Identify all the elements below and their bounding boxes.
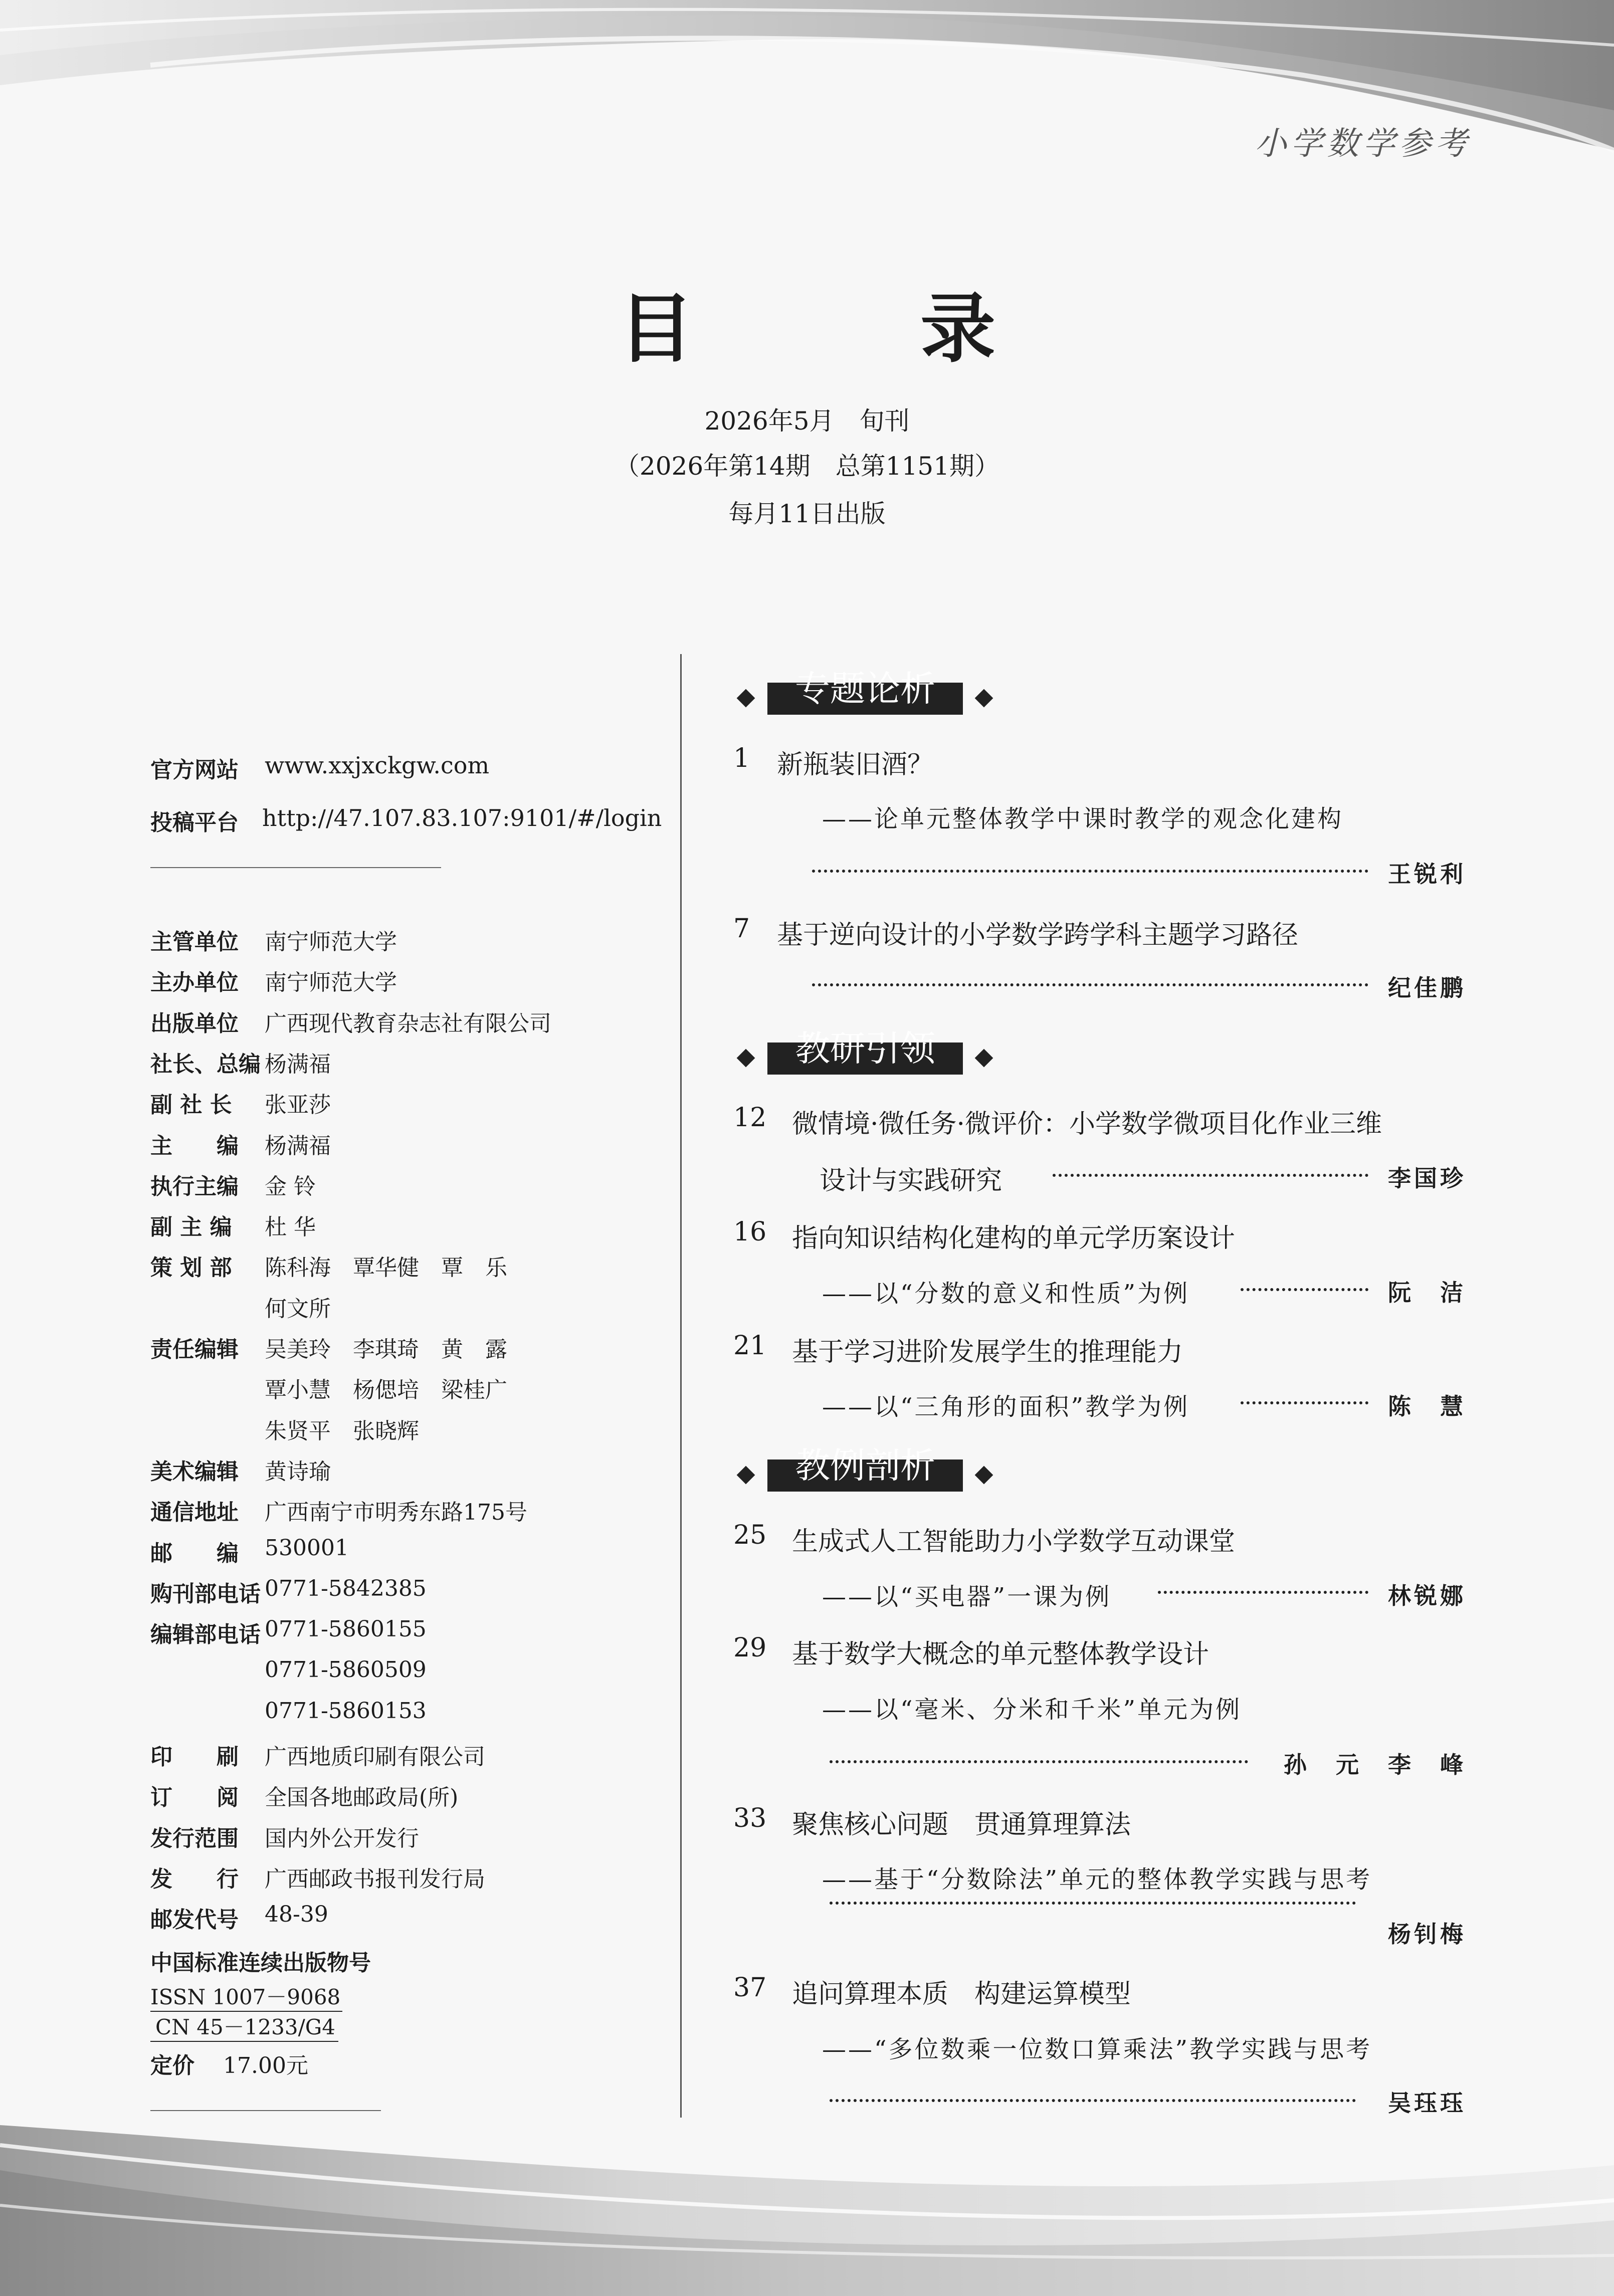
article-author: 阮 洁 xyxy=(1388,1279,1466,1306)
diamond-icon xyxy=(975,1049,993,1068)
article-page: 7 xyxy=(733,914,750,944)
info-label: 发 行 xyxy=(150,1866,239,1892)
article-author: 陈 慧 xyxy=(1388,1393,1466,1420)
info-value: 杨满福 xyxy=(265,1052,331,1077)
diamond-icon xyxy=(975,1466,993,1485)
article-page: 1 xyxy=(733,743,750,773)
info-value: 杨满福 xyxy=(265,1133,331,1159)
info-label: 副 社 长 xyxy=(150,1092,232,1118)
info-value: 广西地质印刷有限公司 xyxy=(265,1744,485,1770)
info-value: 覃小慧 杨偲培 梁桂广 xyxy=(265,1377,507,1403)
info-label: 副 主 编 xyxy=(150,1214,232,1240)
article-author: 孙 元 李 峰 xyxy=(1284,1751,1466,1778)
issue-number: （2026年第14期 总第1151期） xyxy=(614,452,1000,481)
dot-leader xyxy=(812,870,1368,873)
section-header xyxy=(739,1445,1000,1492)
info-label: 责任编辑 xyxy=(150,1337,239,1362)
info-value: 张亚莎 xyxy=(265,1092,331,1118)
article-subtitle: ——以“三角形的面积”教学为例 xyxy=(822,1393,1190,1421)
journal-name: 小学数学参考 xyxy=(1255,125,1471,162)
info-label: 策 划 部 xyxy=(150,1255,232,1281)
info-label: 出版单位 xyxy=(150,1011,239,1036)
info-value: 金 铃 xyxy=(265,1174,316,1199)
info-value: 陈科海 覃华健 覃 乐 xyxy=(265,1255,507,1281)
price-label: 定价 xyxy=(150,2053,194,2078)
article-subtitle: ——论单元整体教学中课时教学的观念化建构 xyxy=(822,805,1344,833)
info-label: 编辑部电话 xyxy=(150,1622,261,1647)
article-page: 33 xyxy=(733,1803,767,1833)
info-value: 朱贤平 张晓辉 xyxy=(265,1418,419,1444)
article-title-continued[interactable]: 设计与实践研究 xyxy=(820,1166,1002,1196)
article-page: 25 xyxy=(733,1520,767,1550)
article-subtitle: ——基于“分数除法”单元的整体教学实践与思考 xyxy=(822,1865,1372,1894)
section-title: 教研引领 xyxy=(795,1028,935,1069)
dot-leader xyxy=(812,983,1368,986)
section-header xyxy=(739,1028,1000,1075)
info-label: 社长、总编 xyxy=(150,1052,261,1077)
info-label: 购刊部电话 xyxy=(150,1581,261,1607)
website-label: 官方网站 xyxy=(150,757,239,783)
info-label: 订 阅 xyxy=(150,1785,239,1810)
info-label: 主办单位 xyxy=(150,970,239,995)
info-label: 邮发代号 xyxy=(150,1907,239,1933)
info-value: 广西邮政书报刊发行局 xyxy=(265,1866,485,1892)
article-title[interactable]: 微情境·微任务·微评价：小学数学微项目化作业三维 xyxy=(792,1109,1382,1139)
info-value: 广西南宁市明秀东路175号 xyxy=(265,1500,527,1525)
info-value: 吴美玲 李琪琦 黄 露 xyxy=(265,1337,507,1362)
section-title: 专题论析 xyxy=(795,668,935,709)
info-label: 通信地址 xyxy=(150,1500,239,1525)
article-title[interactable]: 追问算理本质 构建运算模型 xyxy=(792,1979,1131,2009)
cn-number: CN 45－1233/G4 xyxy=(150,2011,338,2042)
issn: ISSN 1007－9068 xyxy=(150,1981,342,2012)
info-value: 南宁师范大学 xyxy=(265,929,397,955)
article-page: 29 xyxy=(733,1633,767,1663)
article-author: 吴珏珏 xyxy=(1388,2090,1466,2117)
diamond-icon xyxy=(737,689,755,708)
info-value: 0771-5860155 xyxy=(265,1616,427,1642)
info-value: 黄诗瑜 xyxy=(265,1459,331,1485)
divider xyxy=(150,867,441,868)
article-title[interactable]: 聚焦核心问题 贯通算理算法 xyxy=(792,1810,1131,1840)
submit-label: 投稿平台 xyxy=(150,810,239,836)
article-subtitle: ——以“毫米、分米和千米”单元为例 xyxy=(822,1696,1242,1724)
article-page: 37 xyxy=(733,1973,767,2003)
article-title[interactable]: 基于逆向设计的小学数学跨学科主题学习路径 xyxy=(777,920,1299,950)
column-divider xyxy=(680,654,682,2118)
dot-leader xyxy=(1241,1401,1368,1404)
footer-swoosh-decoration xyxy=(0,2095,1614,2296)
article-author: 纪佳鹏 xyxy=(1388,974,1466,1001)
section-title: 教例剖析 xyxy=(795,1445,935,1486)
dot-leader xyxy=(830,1902,1356,1905)
dot-leader xyxy=(1241,1288,1368,1291)
serial-title: 中国标准连续出版物号 xyxy=(150,1950,371,1976)
info-label: 美术编辑 xyxy=(150,1459,239,1485)
info-value: 何文所 xyxy=(265,1296,331,1322)
info-label: 主管单位 xyxy=(150,929,239,955)
info-label: 邮 编 xyxy=(150,1541,239,1566)
article-author: 林锐娜 xyxy=(1388,1582,1466,1609)
diamond-icon xyxy=(975,689,993,708)
article-subtitle: ——以“买电器”一课为例 xyxy=(822,1583,1112,1611)
article-subtitle: ——“多位数乘一位数口算乘法”教学实践与思考 xyxy=(822,2035,1372,2063)
dot-leader xyxy=(1053,1174,1368,1177)
page-title: 目 录 xyxy=(618,286,1096,373)
info-value: 0771-5860509 xyxy=(265,1657,427,1683)
article-page: 21 xyxy=(733,1331,767,1361)
article-title[interactable]: 新瓶装旧酒？ xyxy=(777,750,934,780)
info-label: 印 刷 xyxy=(150,1744,239,1770)
info-value: 0771-5860153 xyxy=(265,1698,427,1724)
issue-date: 2026年5月 旬刊 xyxy=(704,406,910,436)
article-author: 王锐利 xyxy=(1388,861,1466,888)
info-value: 0771-5842385 xyxy=(265,1576,427,1601)
article-page: 16 xyxy=(733,1217,767,1247)
info-value: 全国各地邮政局(所) xyxy=(265,1785,459,1810)
article-title[interactable]: 基于学习进阶发展学生的推理能力 xyxy=(792,1337,1183,1367)
article-subtitle: ——以“分数的意义和性质”为例 xyxy=(822,1280,1190,1308)
info-value: 530001 xyxy=(265,1535,349,1561)
diamond-icon xyxy=(737,1466,755,1485)
dot-leader xyxy=(830,1760,1248,1763)
article-page: 12 xyxy=(733,1103,767,1133)
article-title[interactable]: 生成式人工智能助力小学数学互动课堂 xyxy=(792,1527,1236,1557)
article-author: 李国珍 xyxy=(1388,1165,1466,1192)
website-link[interactable]: www.xxjxckgw.com xyxy=(265,752,490,779)
publish-day: 每月11日出版 xyxy=(728,499,886,528)
info-label: 发行范围 xyxy=(150,1826,239,1851)
info-value: 国内外公开发行 xyxy=(265,1826,419,1851)
info-value: 杜 华 xyxy=(265,1214,316,1240)
diamond-icon xyxy=(737,1049,755,1068)
price-value: 17.00元 xyxy=(223,2053,308,2078)
info-label: 执行主编 xyxy=(150,1174,239,1199)
section-header xyxy=(739,668,1000,715)
submit-link[interactable]: http://47.107.83.107:9101/#/login xyxy=(262,804,662,831)
info-value: 广西现代教育杂志社有限公司 xyxy=(265,1011,551,1036)
info-value: 48-39 xyxy=(265,1902,328,1927)
info-label: 主 编 xyxy=(150,1133,239,1159)
dot-leader xyxy=(1158,1591,1368,1594)
article-title[interactable]: 基于数学大概念的单元整体教学设计 xyxy=(792,1639,1209,1669)
article-title[interactable]: 指向知识结构化建构的单元学历案设计 xyxy=(792,1223,1236,1254)
info-value: 南宁师范大学 xyxy=(265,970,397,995)
article-author: 杨钊梅 xyxy=(1388,1921,1466,1948)
